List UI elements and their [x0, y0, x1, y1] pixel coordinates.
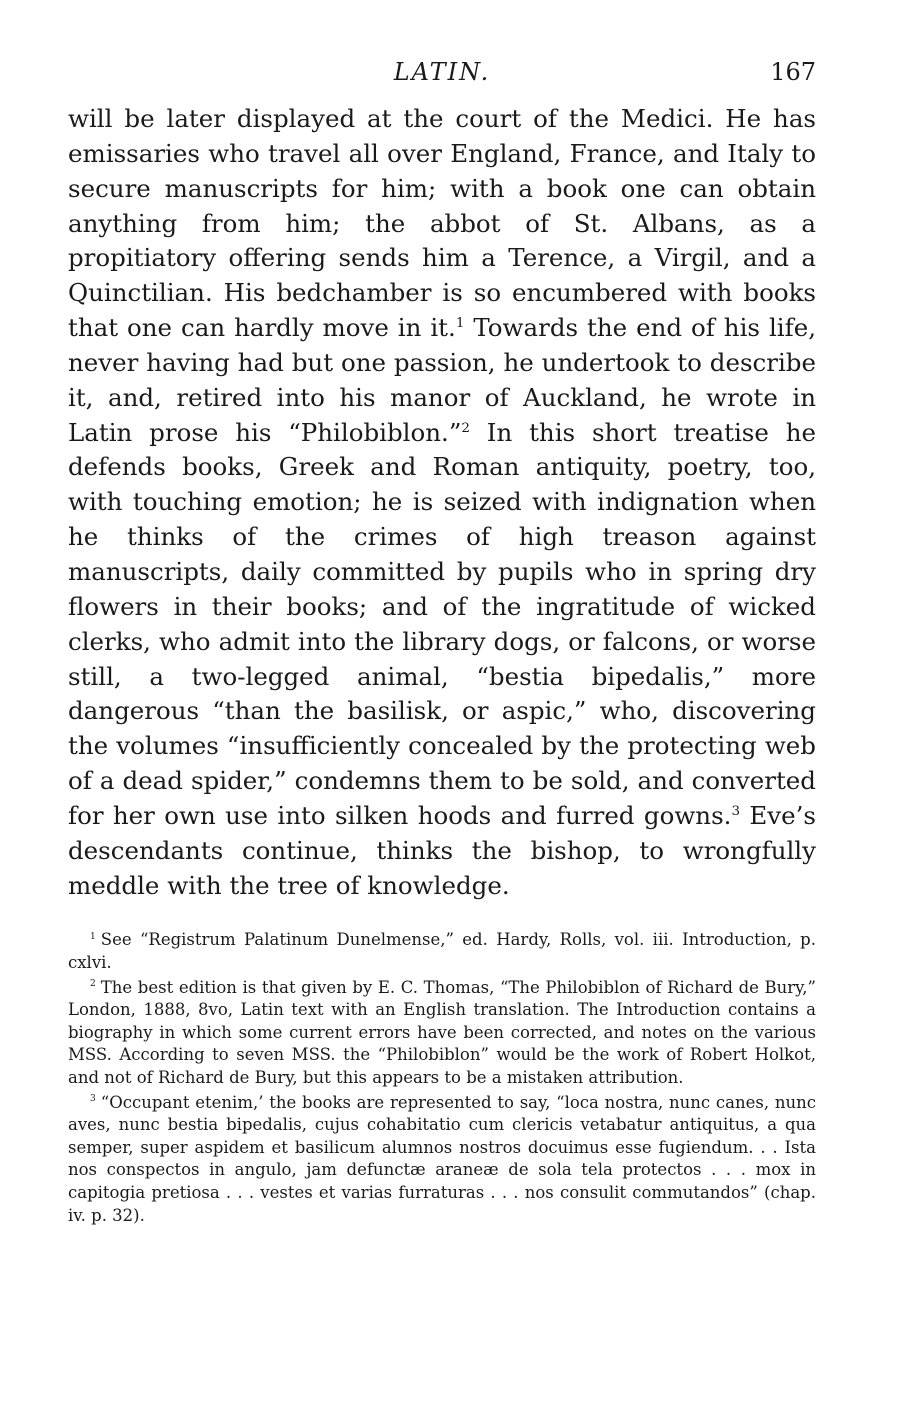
footnote-ref-3: 3	[731, 802, 741, 819]
footnote-text: “Occupant etenim,’ the books are represented to say, “loca nostra, nunc canes, nunc aves, nunc bestia bipedalis, cujus cohabitatio cum clericis vetabatur antiquitus, a qua semper, super aspidem et basilicum alumnos nostros docuimus esse fugiendum. . . Ista nos conspectos in angulo, jam defunctæ araneæ de sola tela protectos . . . mox in capitogia pretiosa . . . vestes et varias furraturas . . . nos consulit commutandos” (chap. iv. p. 32).	[68, 1092, 816, 1225]
footnote-marker: 3	[90, 1094, 96, 1105]
footnote-ref-2: 2	[461, 419, 470, 436]
footnote-marker: 1	[90, 931, 96, 942]
book-page	[68, 58, 816, 1229]
footnote-3	[68, 1092, 816, 1228]
page-header	[68, 58, 816, 102]
body-text-part-4: Eve’s descendants continue, thinks the bishop, to wrongfully meddle with the tree of knowledge.	[68, 800, 816, 900]
footnote-text: The best edition is that given by E. C. Thomas, “The Philobiblon of Richard de Bury,” London, 1888, 8vo, Latin text with an English translation. The Introduction contains a biography in which some current errors have been corrected, and notes on the various MSS. According to seven MSS. the “Philobiblon” would be the work of Robert Holkot, and not of Richard de Bury, but this appears to be a mistaken attribution.	[68, 977, 816, 1087]
footnote-1	[68, 929, 816, 974]
page-number: 167	[770, 58, 816, 86]
footnotes	[68, 929, 816, 1227]
body-text-part-1: will be later displayed at the court of the Medici. He has emissaries who travel all over England, France, and Italy to secure manuscripts for him; with a book one can obtain anything from him; the abbot of St. Albans, as a propitiatory offering sends him a Terence, a Virgil, and a Quinctilian. His bedchamber is so encumbered with books that one can hardly move in it.	[68, 104, 816, 343]
footnote-2	[68, 977, 816, 1090]
body-text-part-3: In this short treatise he defends books, Greek and Roman antiquity, poetry, too, with touching emotion; he is seized with indignation when he thinks of the crimes of high treason against manuscripts, daily committed by pupils who in spring dry flowers in their books; and of the ingratitude of wicked clerks, who admit into the library dogs, or falcons, or worse still, a two-legged animal, “bestia bipedalis,” more dangerous “than the basilisk, or aspic,” who, discovering the volumes “insufficiently concealed by the protecting web of a dead spider,” condemns them to be sold, and converted for her own use into silken hoods and furred gowns.	[68, 417, 816, 830]
footnote-ref-1: 1	[455, 314, 465, 331]
running-head: LATIN.	[393, 58, 491, 86]
footnote-text: See “Registrum Palatinum Dunelmense,” ed. Hardy, Rolls, vol. iii. Introduction, p. cxlvi.	[68, 930, 816, 972]
footnote-marker: 2	[90, 979, 96, 990]
body-paragraph	[68, 102, 816, 903]
body-text-part-2: Towards the end of his life, never having had but one passion, he undertook to describe it, and, retired into his manor of Auckland, he wrote in Latin prose his “Philobiblon.”	[68, 313, 816, 447]
